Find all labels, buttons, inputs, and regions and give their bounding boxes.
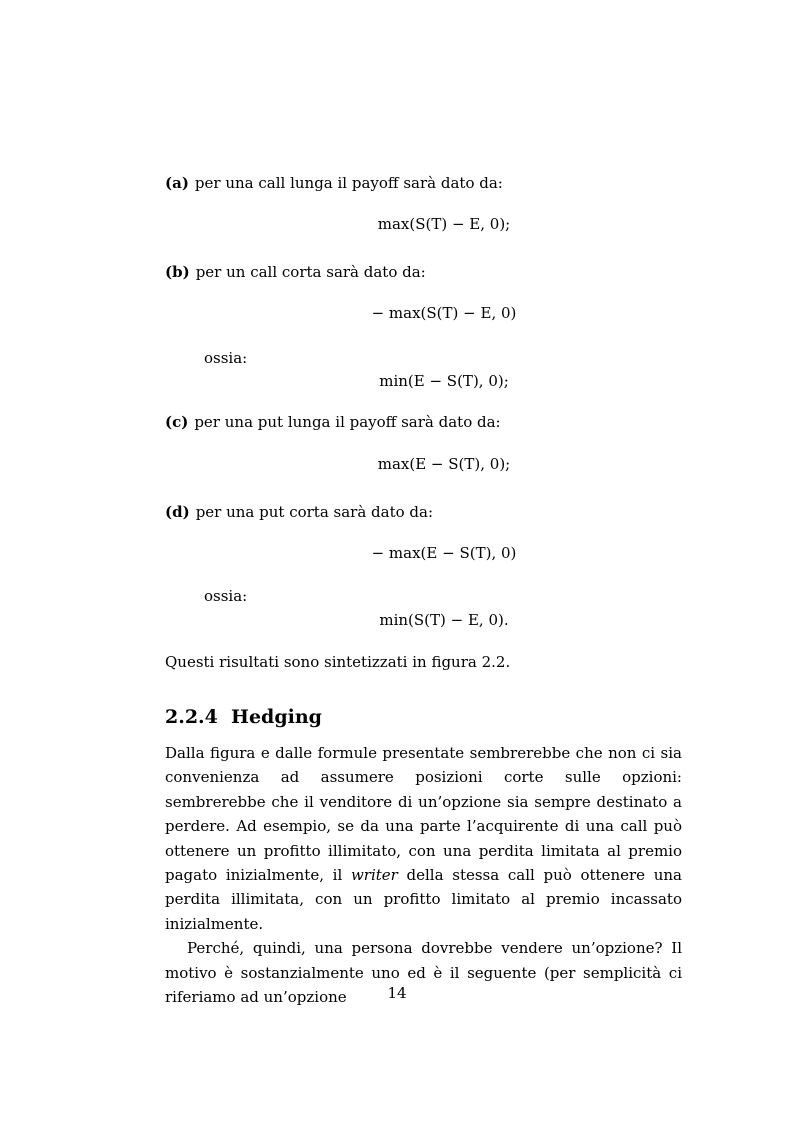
item-label: (c) [165,413,189,431]
item-text: per una put corta sarà dato da: [195,503,434,521]
formula-d: − max(E − S(T), 0) [371,544,517,562]
list-item-c [165,413,501,431]
item-text: per una call lunga il payoff sarà dato da: [194,174,503,192]
ossia-d: ossia: [204,587,248,605]
item-label: (d) [165,503,190,521]
formula-d2: min(S(T) − E, 0). [379,611,509,629]
page-number: 14 [387,984,407,1002]
formula-a: max(S(T) − E, 0); [377,215,511,233]
item-text: per una put lunga il payoff sarà dato da: [194,413,501,431]
body-text [165,741,682,1009]
list-item-b [165,263,426,281]
list-item-d [165,503,433,521]
formula-b: − max(S(T) − E, 0) [371,304,517,322]
emphasis-writer: writer [350,866,398,885]
paragraph-2: Perché, quindi, una persona dovrebbe vendere un’opzione? Il motivo è sostanzialmente uno ed è il seguente (per semplicità ci riferiamo ad un’opzione [165,939,682,1007]
formula-c: max(E − S(T), 0); [377,455,511,473]
section-heading [165,706,322,728]
section-number: 2.2.4 [165,706,218,728]
list-item-a [165,174,503,192]
ossia-b: ossia: [204,349,248,367]
paragraph-1: Dalla figura e dalle formule presentate sembrerebbe che non ci sia convenienza ad assumere posizioni corte sulle opzioni: sembrerebbe che il venditore di un’opzione sia sempre destinato a perdere. Ad esempio, se da una parte l’acquirente di una call può ottenere un profitto illimitato, con una perdita limitata al premio pagato inizialmente, il writer della stessa call può ottenere una perdita illimitata, con un profitto limitato al premio incassato inizialmente. [165,744,682,933]
formula-b2: min(E − S(T), 0); [379,372,509,390]
summary-text: Questi risultati sono sintetizzati in figura 2.2. [165,653,511,671]
item-label: (b) [165,263,190,281]
item-text: per un call corta sarà dato da: [195,263,426,281]
section-title: Hedging [231,706,322,728]
item-label: (a) [165,174,189,192]
